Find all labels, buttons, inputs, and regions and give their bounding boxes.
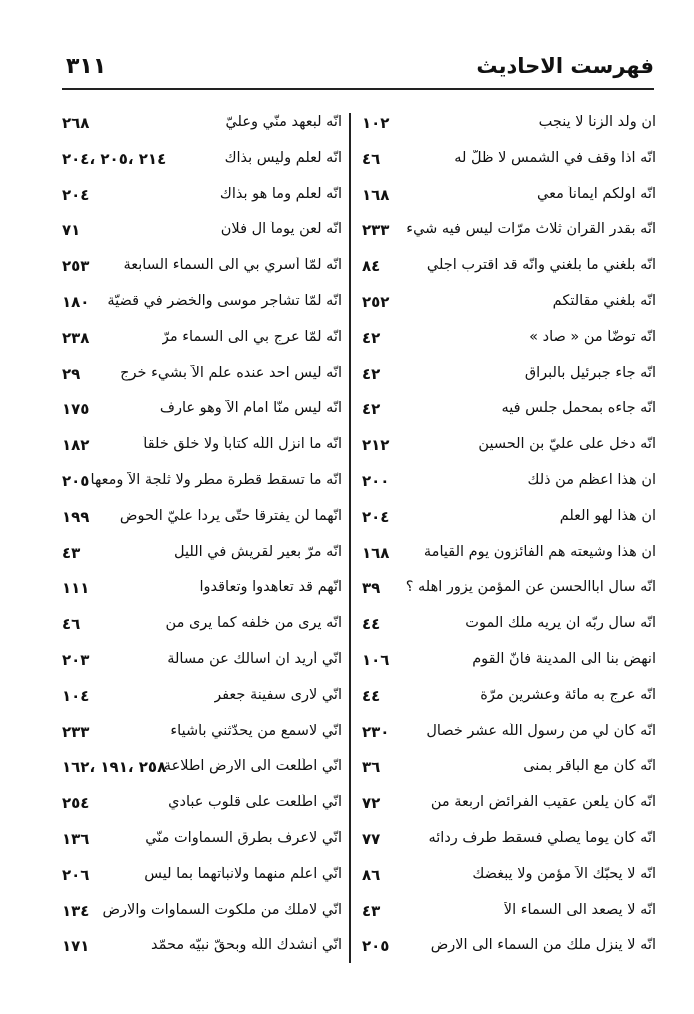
index-entry <box>354 609 656 645</box>
hadith-text: انّه ليس منّا امام الاّ وهو عارف <box>159 400 342 417</box>
hadith-text: انّي اطّلعت على قلوب عبادي <box>168 794 342 811</box>
page-reference: ٢٠٥ <box>362 937 390 956</box>
page-reference: ٢٥٨ ،١٩١ ،١٦٢ <box>62 758 167 777</box>
index-entry <box>52 788 342 824</box>
page-reference: ٢٠٥ <box>62 471 90 490</box>
hadith-text: انّي اعلم منهما ولانبأتهما بما ليس <box>144 865 342 882</box>
page-reference: ٢٠٣ <box>62 650 90 669</box>
page-reference: ٤٤ <box>362 615 381 634</box>
hadith-text: انّه لمّا تشاجر موسى والخضر في قضيّة <box>107 292 342 309</box>
hadith-text: ان هذا وشيعته هم الفائزون يوم القيامة <box>423 543 656 560</box>
header-rule <box>62 88 654 90</box>
page-reference: ٤٦ <box>362 149 381 168</box>
page-reference: ٢٥٣ <box>62 257 90 276</box>
index-entry <box>52 108 342 144</box>
index-entry <box>52 144 342 180</box>
index-entry <box>52 896 342 932</box>
hadith-text: ان هذا لهو العلم <box>559 507 656 524</box>
index-entry <box>52 466 342 502</box>
page-reference: ٢٠٤ <box>362 507 390 526</box>
hadith-text: انّي أنشدك اللّه وبحقّ نبيّه محمّد <box>151 937 342 954</box>
page-reference: ١٩٩ <box>62 507 90 526</box>
page-title: فهرست الاحاديث <box>476 54 654 78</box>
index-entry <box>354 717 656 753</box>
index-entry <box>52 394 342 430</box>
hadith-text: انّي لاملك من ملكوت السماوات والارض <box>102 901 342 918</box>
index-entry <box>52 681 342 717</box>
page-reference: ٢٠٠ <box>362 471 390 490</box>
page-reference: ١٠٤ <box>62 686 90 705</box>
hadith-text: انّه لا يصعد الى السماء الاّ <box>503 901 656 918</box>
index-entry <box>354 538 656 574</box>
index-entry <box>52 860 342 896</box>
hadith-text: انّه مرّ بعير لقريش في الليل <box>174 543 342 560</box>
page-reference: ١٦٨ <box>362 543 390 562</box>
index-entry <box>354 860 656 896</box>
page-reference: ٣٦ <box>362 758 381 777</box>
index-entry <box>354 108 656 144</box>
hadith-text: انّه كان مع الباقر بمنى <box>523 758 656 775</box>
index-entry <box>52 359 342 395</box>
index-entry <box>52 538 342 574</box>
hadith-text: انّه بلغني مقالتكم <box>552 292 656 309</box>
hadith-text: انّه يرى من خلفه كما يرى من <box>165 615 342 632</box>
index-entry <box>52 931 342 967</box>
hadith-text: انّه جاءه بمحمل جلس فيه <box>501 400 656 417</box>
page-reference: ١٦٨ <box>362 185 390 204</box>
index-entry <box>52 251 342 287</box>
column-divider <box>349 113 351 963</box>
hadith-text: ان ولد الزنا لا ينجب <box>538 114 656 130</box>
hadith-text: انّهما لن يفترقا حتّى يردا عليّ الحوض <box>119 507 342 524</box>
page-reference: ٢٣٨ <box>62 328 90 347</box>
page-reference: ٤٢ <box>362 400 381 419</box>
index-entry <box>354 573 656 609</box>
page-number: ٣١١ <box>66 54 107 79</box>
index-entry <box>354 788 656 824</box>
index-entry <box>354 645 656 681</box>
hadith-text: انّه لا ينزل ملك من السماء الى الارض <box>430 937 656 954</box>
hadith-text: انّه سأل اباالحسن عن المؤمن يزور اهله ؟ <box>405 579 656 596</box>
page-reference: ٢١٢ <box>362 436 390 455</box>
page-reference: ٢٠٤ <box>62 185 90 204</box>
page-reference: ٢٣٠ <box>362 722 390 741</box>
hadith-text: انّه لبعهد منّي وعليّ <box>225 114 342 130</box>
hadith-text: انّي لاعرف بطرق السماوات منّي <box>145 829 342 846</box>
index-entry <box>354 931 656 967</box>
hadith-text: انّي لاسمع من يحدّثني بأشياء <box>170 722 342 739</box>
index-entry <box>52 323 342 359</box>
page-reference: ٤٣ <box>362 901 381 920</box>
page-reference: ١٣٤ <box>62 901 90 920</box>
hadith-text: انّه كان يوماً يصلّي فسقط طرف ردائه <box>428 829 656 846</box>
hadith-text: انّه لعلم وما هو بذاك <box>219 185 342 202</box>
hadith-text: انّه ما تسقط قطرة مطر ولا ثلجة الاّ ومعها <box>90 471 342 488</box>
page-reference: ٢٦٨ <box>62 114 90 132</box>
index-entry <box>354 502 656 538</box>
right-column <box>354 108 656 968</box>
hadith-text: انّه دخل على عليّ بن الحسين <box>478 436 656 453</box>
hadith-text: انّي اطّلعت الى الارض اطلاعة <box>163 758 342 775</box>
hadith-text: انّه جاء جبرئيل بالبراق <box>524 364 656 381</box>
hadith-text: انّه بلغني ما بلغني وانّه قد اقترب اجلي <box>426 257 656 274</box>
index-entry <box>52 717 342 753</box>
index-entry <box>354 180 656 216</box>
page-reference: ٢١٤ ،٢٠٥ ،٢٠٤ <box>62 149 167 168</box>
page-reference: ٢٣٣ <box>362 221 390 240</box>
index-entry <box>52 573 342 609</box>
hadith-text: انّه توضّأ من « صاد » <box>529 328 656 345</box>
hadith-text: انهض بنا الى المدينة فانّ القوم <box>472 650 656 667</box>
hadith-text: انّه ما انزل اللّه كتاباً ولا خلق خلقاً <box>143 436 342 453</box>
index-entry <box>354 144 656 180</box>
left-column <box>52 108 342 968</box>
hadith-text: انّه لمّا أسري بي الى السماء السابعة <box>123 257 342 274</box>
hadith-text: انّه لمّا عرج بي الى السماء مرّ <box>161 328 342 345</box>
hadith-text: انّه لا يحبّك الاّ مؤمن ولا يبغضك <box>472 865 656 882</box>
index-entry <box>52 609 342 645</box>
index-entry <box>354 466 656 502</box>
index-entry <box>52 287 342 323</box>
hadith-text: انّه لعلم وليس بذاك <box>224 149 342 166</box>
hadith-text: انّه اولكم ايماناً معي <box>537 185 656 202</box>
page-reference: ٢٠٦ <box>62 865 90 884</box>
hadith-text: انّه اذا وقف في الشمس لا ظلّ له <box>454 149 656 166</box>
hadith-text: انّه بقدر القرآن ثلاث مرّات ليس فيه شيء <box>406 221 656 238</box>
index-entry <box>52 824 342 860</box>
index-entry <box>52 180 342 216</box>
page-reference: ١٠٦ <box>362 650 390 669</box>
page-reference: ١٧١ <box>62 937 90 956</box>
hadith-text: انّهم قد تعاهدوا وتعاقدوا <box>199 579 342 596</box>
page-reference: ٢٩ <box>62 364 81 383</box>
page-reference: ٧١ <box>62 221 81 240</box>
page-reference: ١٠٢ <box>362 114 390 132</box>
hadith-text: انّه كان يلعن عقيب الفرائض اربعة من <box>430 794 656 811</box>
index-entry <box>52 430 342 466</box>
hadith-text: انّه لعن يوماً آل فلان <box>220 221 342 238</box>
page-reference: ٣٩ <box>362 579 381 598</box>
page-reference: ٧٧ <box>362 829 381 848</box>
index-entry <box>52 502 342 538</box>
index-entry <box>354 359 656 395</box>
hadith-text: انّه كان لي من رسول اللّه عشر خصال <box>426 722 656 739</box>
hadith-text: انّه ليس احد عنده علم الاّ بشيء خرج <box>120 364 342 381</box>
index-entry <box>52 645 342 681</box>
index-entry <box>354 824 656 860</box>
hadith-text: انّه سأل ربّه ان يريه ملك الموت <box>465 615 656 632</box>
hadith-text: انّي لارى سفينة جعفر <box>214 686 342 703</box>
page-reference: ٢٥٤ <box>62 794 90 813</box>
page-reference: ٨٦ <box>362 865 381 884</box>
page-reference: ٤٢ <box>362 328 381 347</box>
page-reference: ٤٤ <box>362 686 381 705</box>
index-entry <box>354 394 656 430</box>
index-entry <box>354 896 656 932</box>
hadith-text: انّي أريد ان اسألك عن مسألة <box>167 650 342 667</box>
page-reference: ١٨٢ <box>62 436 90 455</box>
index-entry <box>52 752 342 788</box>
page-reference: ٧٢ <box>362 794 381 813</box>
page-reference: ٤٦ <box>62 615 81 634</box>
page-reference: ٤٢ <box>362 364 381 383</box>
index-entry <box>354 215 656 251</box>
index-entry <box>354 430 656 466</box>
hadith-text: انّه عرج به مائة وعشرين مرّة <box>480 686 656 703</box>
page-reference: ٢٣٣ <box>62 722 90 741</box>
index-entry <box>354 323 656 359</box>
index-entry <box>354 287 656 323</box>
page-reference: ٢٥٢ <box>362 292 390 311</box>
page-reference: ١٧٥ <box>62 400 90 419</box>
page-reference: ٤٣ <box>62 543 81 562</box>
page-reference: ١١١ <box>62 579 90 598</box>
index-entry <box>52 215 342 251</box>
page-reference: ٨٤ <box>362 257 381 276</box>
index-entry <box>354 681 656 717</box>
hadith-text: ان هذا اعظم من ذلك <box>527 471 656 488</box>
page-reference: ١٨٠ <box>62 292 90 311</box>
index-entry <box>354 752 656 788</box>
index-entry <box>354 251 656 287</box>
page-reference: ١٣٦ <box>62 829 90 848</box>
